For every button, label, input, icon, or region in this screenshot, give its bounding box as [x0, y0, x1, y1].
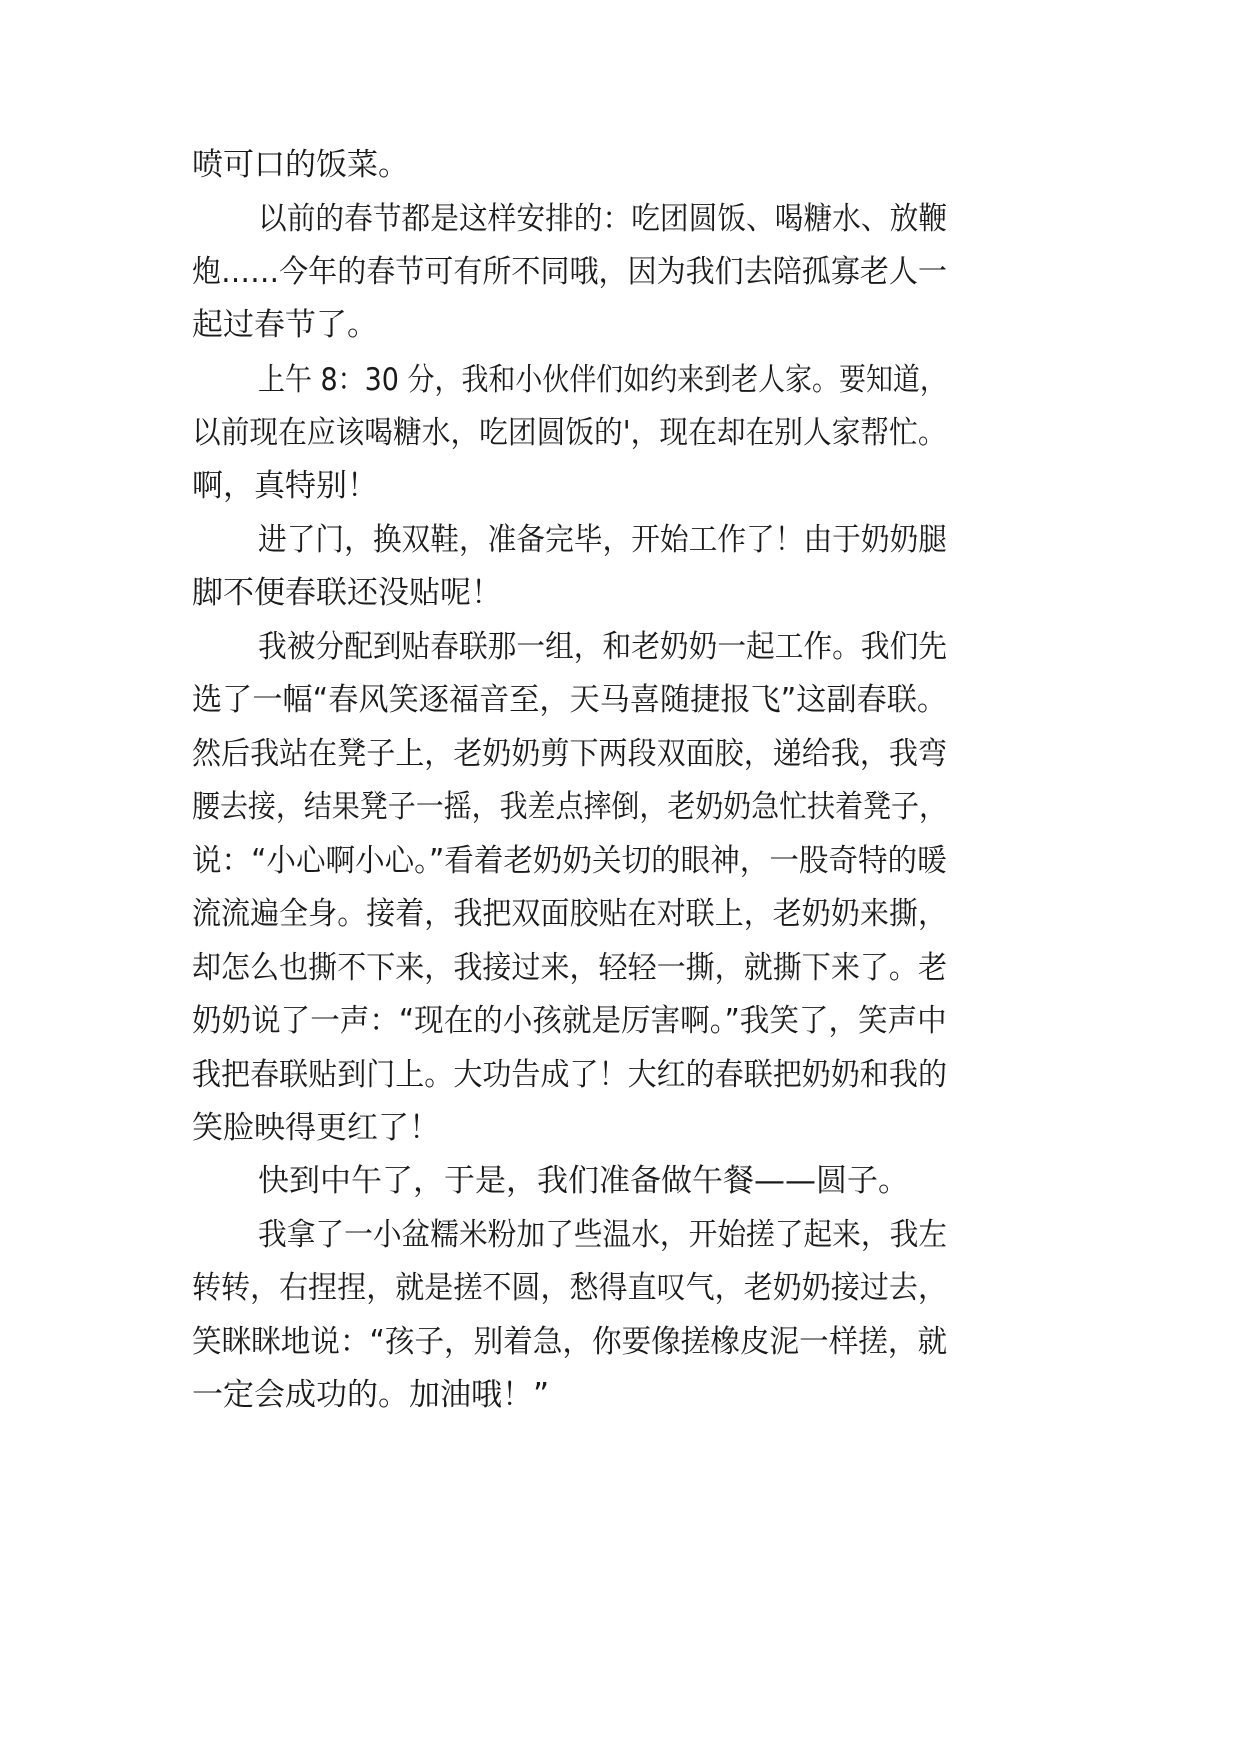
paragraph-first-line: 以前的春节都是这样安排的：吃团圆饭、喝糖水、放鞭 — [258, 201, 948, 237]
text-line: 说：“小心啊小心。”看着老奶奶关切的眼神，一股奇特的暖 — [192, 843, 947, 879]
paragraph-first-line: 我被分配到贴春联那一组，和老奶奶一起工作。我们先 — [258, 629, 948, 665]
text-line: 转转，右捏捏，就是搓不圆，愁得直叹气，老奶奶接过去， — [192, 1270, 947, 1306]
text-line: 起过春节了。 — [192, 307, 378, 343]
text-line: 却怎么也撕不下来，我接过来，轻轻一撕，就撕下来了。老 — [192, 950, 947, 986]
text-line: 以前现在应该喝糖水，吃团圆饭的'，现在却在别人家帮忙。 — [192, 415, 947, 451]
text-line: 奶奶说了一声：“现在的小孩就是厉害啊。”我笑了，笑声中 — [192, 1003, 947, 1039]
text-line: 脚不便春联还没贴呢！ — [192, 575, 502, 611]
text-line: 流流遍全身。接着，我把双面胶贴在对联上，老奶奶来撕， — [192, 896, 947, 932]
text-line: 腰去接，结果凳子一摇，我差点摔倒，老奶奶急忙扶着凳子， — [192, 789, 947, 825]
paragraph-first-line: 快到中午了，于是，我们准备做午餐——圆子。 — [258, 1163, 909, 1199]
paragraph-first-line: 上午 8：30 分，我和小伙伴们如约来到老人家。要知道， — [258, 362, 947, 398]
text-line: 我把春联贴到门上。大功告成了！大红的春联把奶奶和我的 — [192, 1057, 947, 1093]
text-line: 一定会成功的。加油哦！” — [192, 1377, 550, 1413]
paragraph-first-line: 进了门，换双鞋，准备完毕，开始工作了！由于奶奶腿 — [258, 522, 948, 558]
document-page — [192, 0, 1062, 1754]
text-line: 炮……今年的春节可有所不同哦，因为我们去陪孤寡老人一 — [192, 254, 947, 290]
text-line: 选了一幅“春风笑逐福音至，天马喜随捷报飞”这副春联。 — [192, 682, 948, 718]
paragraph-first-line: 我拿了一小盆糯米粉加了些温水，开始搓了起来，我左 — [258, 1217, 948, 1253]
text-line: 然后我站在凳子上，老奶奶剪下两段双面胶，递给我，我弯 — [192, 736, 947, 772]
text-line: 喷可口的饭菜。 — [192, 147, 409, 183]
text-line: 啊，真特别！ — [192, 468, 378, 504]
text-line: 笑眯眯地说：“孩子，别着急，你要像搓橡皮泥一样搓，就 — [192, 1324, 948, 1360]
text-line: 笑脸映得更红了！ — [192, 1110, 440, 1146]
